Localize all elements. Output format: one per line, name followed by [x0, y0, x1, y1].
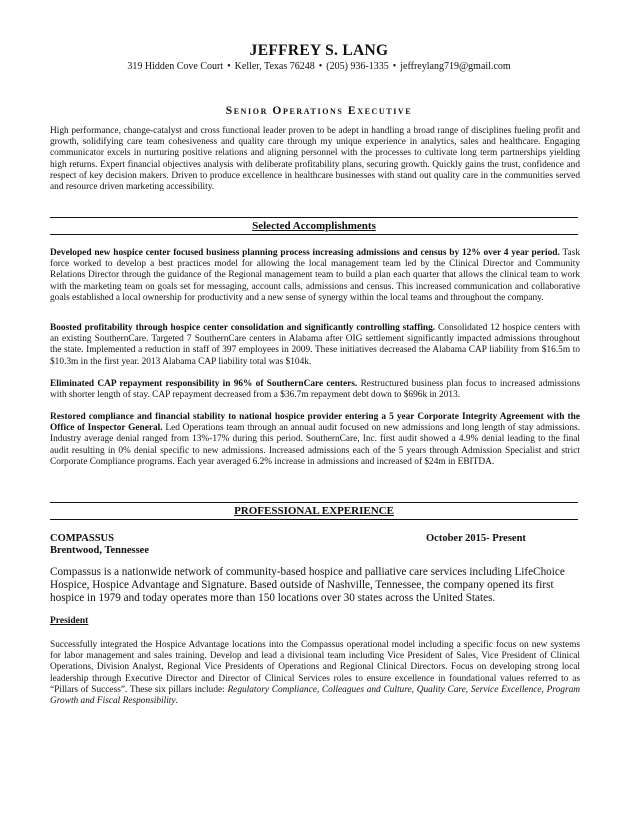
separator-dot: •: [392, 61, 397, 72]
accomplishment-text: Restructured business plan focus to increased admissions with shorter length of stay. CAP repayment decreased from a $36.7m repayment debt down to $696k in 2013.: [50, 379, 581, 401]
accomplishment-item: [50, 248, 580, 304]
email-address[interactable]: jeffreylang719@gmail.com: [400, 61, 511, 72]
job-description-text: Successfully integrated the Hospice Advantage locations into the Compassus operational model including a specific focus on new systems for labor management and sales training. Develop and lead a divisional team including Vice President of Sales, Vice President of Clinical Operations, Division Analyst, Regional Vice Presidents of Operations and Regional Clinical Directors. Focus on developing strong local leadership through Executive Director and Director of Clinical Services roles to ensure excellence in foundational values referred to as “Pillars of Success”. These six pillars include:: [50, 640, 580, 695]
street-address: 319 Hidden Cove Court: [127, 61, 224, 72]
company-description: Compassus is a nationwide network of community-based hospice and palliative care services including LifeChoice Hospice, Hospice Advantage and Signature. Based outside of Nashville, Tennessee, the company opened its first hospice in 1979 and today operates more than 150 locations over 30 states across the United States.: [50, 566, 565, 605]
job-title: President: [50, 616, 89, 626]
phone-number: (205) 936-1335: [326, 61, 389, 72]
accomplishments-section-bar: [50, 217, 578, 235]
city-state-zip: Keller, Texas 76248: [234, 61, 315, 72]
employment-dates: October 2015- Present: [426, 533, 526, 544]
accomplishment-lead: Restored compliance and financial stability to national hospice provider entering a 5 year Corporate Integrity Agreement with the Office of Inspector General.: [50, 412, 580, 434]
experience-heading: PROFESSIONAL EXPERIENCE: [234, 505, 394, 517]
job-description: [50, 640, 580, 707]
job-description-end: .: [175, 696, 178, 707]
accomplishment-item: [50, 412, 580, 468]
professional-title: Senior Operations Executive: [225, 105, 413, 117]
accomplishment-text: Led Operations team through an annual audit focused on new admissions and long length of stay admissions. Industry average denial ranged from 13%-17% during this period. SouthernCare, Inc. first audit showed a 4.9% denial leading to the final audit resulting in 0% denial specific to new admissions. Increased admissions each of the 5 years through Admission Specialist and strict Corporate Compliance programs. Each year averaged 6.2% increase in admissions and increased of $24m in EBITDA.: [50, 423, 581, 467]
summary-paragraph: High performance, change-catalyst and cross functional leader proven to be adept in handling a broad range of disciplines fueling profit and growth, solidifying care team cohesiveness and quality care through my unique experience in analytics, sales and healthcare. Engaging communicator excels in nurturing positive relations and aligning personnel with the processes to cultivate long term partnerships yielding high returns. Expert financial objectives analysis with deliberate profitability plans, securing growth. Quickly gains the trust, confidence and respect of key decision makers. Driven to produce excellence in healthcare businesses with stand out quality care in the communities served and resource driven marketing accessibility.: [50, 126, 580, 193]
experience-section-bar: [50, 502, 578, 520]
accomplishment-lead: Eliminated CAP repayment responsibility in 96% of SouthernCare centers.: [50, 379, 358, 389]
accomplishment-text: Task force worked to develop a best practices model for allowing the local management team led by the Clinical Director and Community Relations Director through the guidance of the Regional management team to build a plan each quarter that allows the clinical team to work with the marketing team on goals set for messaging, account calls, admissions and census. This increased communication and collaborative goals established a local ownership for productivity and a new sense of synergy within the local teams and throughout the company.: [50, 248, 581, 303]
company-location: Brentwood, Tennessee: [50, 545, 149, 556]
company-name: COMPASSUS: [50, 533, 114, 544]
accomplishment-item: [50, 379, 580, 401]
accomplishment-item: [50, 323, 580, 368]
candidate-name: JEFFREY S. LANG: [249, 42, 389, 59]
accomplishment-text: Consolidated 12 hospice centers with an existing SouthernCare. Targeted 7 SouthernCare centers in Alabama after OIG settlement significantly impacted admissions throughout the state. Implemented a reduction in staff of 397 employees in 2009. These initiatives decreased the Alabama CAP liability from $16.5m to $10.3m in the first year. 2013 Alabama CAP liability total was $104k.: [50, 323, 580, 367]
separator-dot: •: [318, 61, 323, 72]
accomplishments-heading: Selected Accomplishments: [252, 220, 376, 232]
success-pillars-list: Regulatory Compliance, Colleagues and Culture, Quality Care, Service Excellence, Program Growth and Fiscal Responsibility: [50, 684, 580, 707]
separator-dot: •: [227, 61, 231, 72]
accomplishment-lead: Boosted profitability through hospice center consolidation and significantly controlling staffing.: [50, 323, 436, 333]
accomplishment-lead: Developed new hospice center focused business planning process increasing admissions and census by 12% over 4 year period.: [50, 248, 560, 258]
contact-line: [0, 61, 638, 72]
